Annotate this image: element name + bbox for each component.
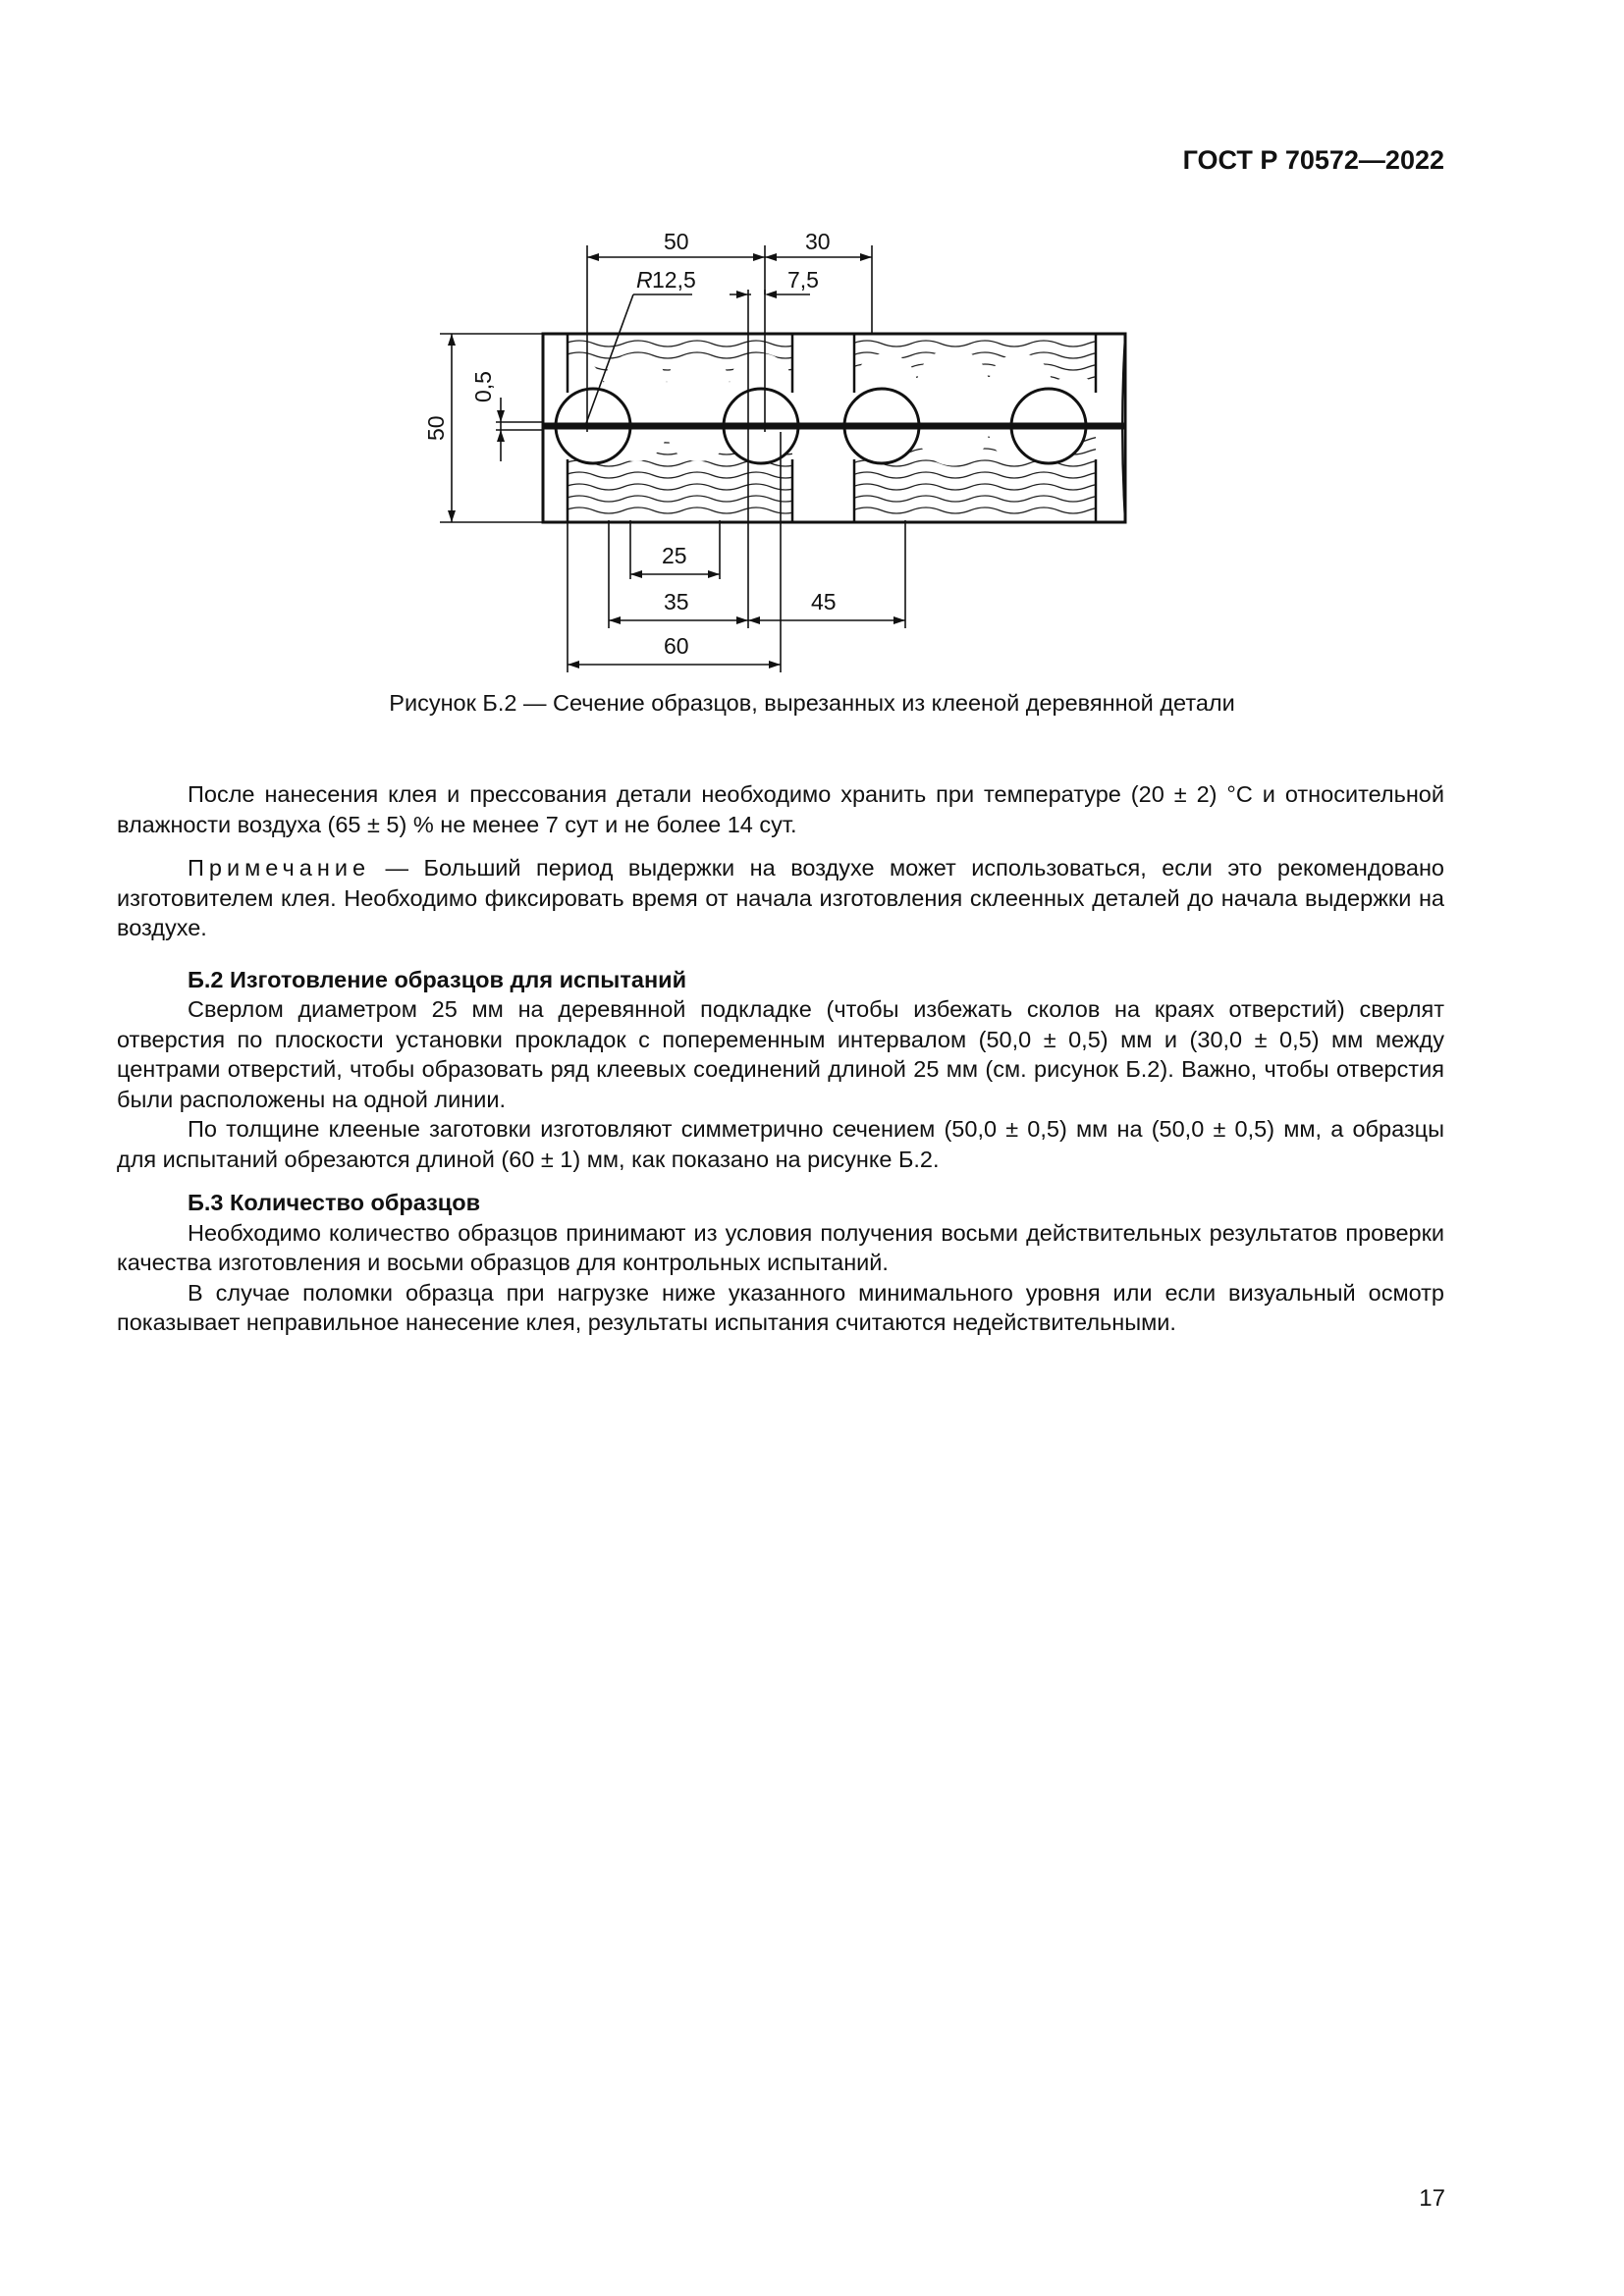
specimen-outline bbox=[543, 334, 1125, 522]
section-drawing bbox=[0, 0, 1624, 746]
dim-50-left: 50 bbox=[423, 415, 449, 441]
note bbox=[117, 853, 1444, 943]
section-heading-b2: Б.2 Изготовление образцов для испытаний bbox=[188, 966, 687, 992]
page-number: 17 bbox=[1419, 2185, 1445, 2212]
dim-0-5-left: 0,5 bbox=[470, 371, 496, 402]
note-label: Примечание bbox=[188, 855, 371, 881]
dim-35-bottom: 35 bbox=[664, 589, 689, 614]
document-id: ГОСТ Р 70572—2022 bbox=[1182, 145, 1444, 175]
paragraph-b3-quantity: Необходимо количество образцов принимают из условия получения восьми действительных результатов проверки качества изготовления и восьми образцов для контрольных испытаний. bbox=[117, 1219, 1444, 1275]
dim-60-bottom: 60 bbox=[664, 633, 689, 659]
paragraph-b2-drilling: Сверлом диаметром 25 мм на деревянной подкладке (чтобы избежать сколов на краях отверстий) сверлят отверстия по плоскости установки прокладок с попеременным интервалом (50,0 ± 0,5) мм и (30,0 ± 0,5) мм между центрами отверстий, чтобы образовать ряд клеевых соединений длиной 25 мм (см. рисунок Б.2). Важно, чтобы отверстия были расположены на одной линии. bbox=[117, 996, 1444, 1112]
dim-30-top: 30 bbox=[805, 229, 831, 254]
dim-25-bottom: 25 bbox=[662, 543, 687, 568]
dim-50-top: 50 bbox=[664, 229, 689, 254]
paragraph-storage: После нанесения клея и прессования детали необходимо хранить при температуре (20 ± 2) °С и относительной влажности воздуха (65 ± 5) % не менее 7 сут и не более 14 сут. bbox=[117, 781, 1444, 837]
dim-radius-prefix: R bbox=[636, 267, 653, 293]
body-text bbox=[117, 779, 1444, 1338]
dim-radius-value: 12,5 bbox=[652, 267, 696, 293]
dim-45-bottom: 45 bbox=[811, 589, 837, 614]
note-text: — Больший период выдержки на воздухе может использоваться, если это рекомендовано изготовителем клея. Необходимо фиксировать время от начала изготовления склеенных деталей до начала выдержки на воздухе. bbox=[117, 855, 1444, 940]
paragraph-b2-thickness: По толщине клееные заготовки изготовляют симметрично сечением (50,0 ± 0,5) мм на (50,0 ± 0,5) мм, а образцы для испытаний обрезаются длиной (60 ± 1) мм, как показано на рисунке Б.2. bbox=[117, 1116, 1444, 1172]
paragraph-b3-invalid: В случае поломки образца при нагрузке ниже указанного минимального уровня или если визуальный осмотр показывает неправильное нанесение клея, результаты испытания считаются недействительными. bbox=[117, 1279, 1444, 1335]
dim-7-5: 7,5 bbox=[787, 267, 819, 293]
figure-b2 bbox=[0, 0, 1624, 746]
figure-caption: Рисунок Б.2 — Сечение образцов, вырезанных из клееной деревянной детали bbox=[389, 690, 1235, 716]
section-heading-b3: Б.3 Количество образцов bbox=[188, 1190, 481, 1215]
